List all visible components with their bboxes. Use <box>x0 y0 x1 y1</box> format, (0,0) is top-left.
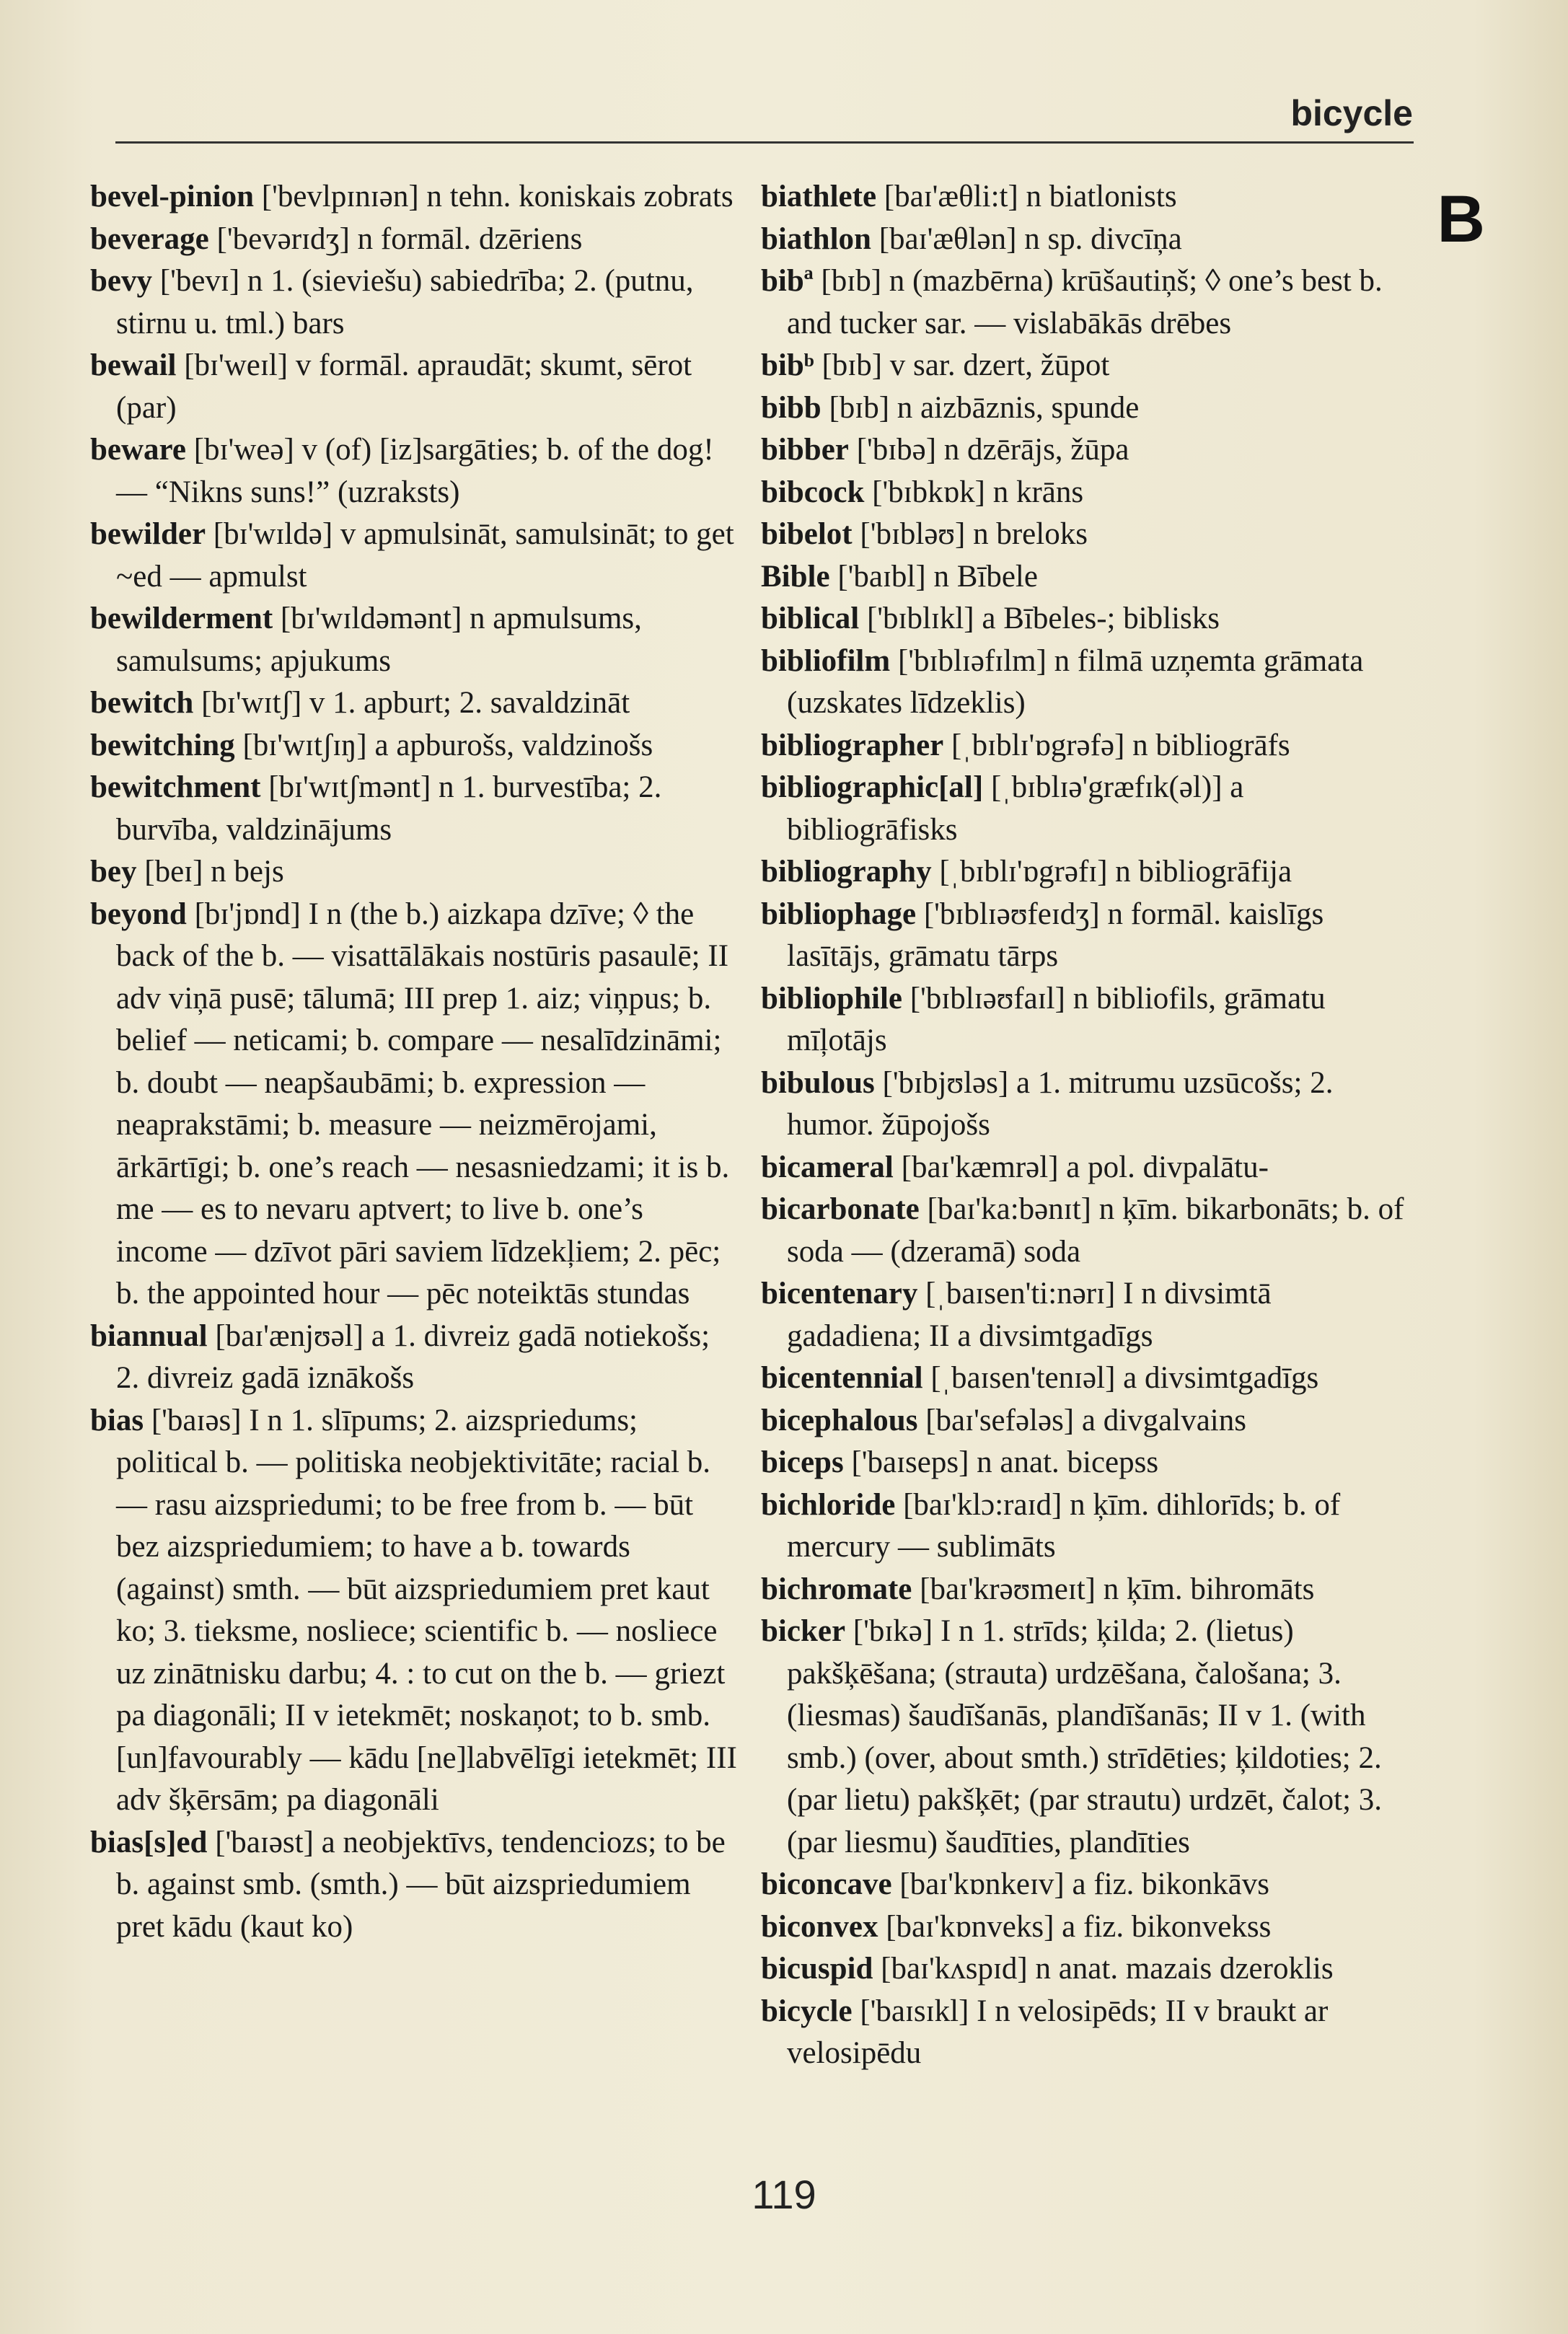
entry-definition: ['bevərɪdʒ] n formāl. dzēriens <box>208 221 583 256</box>
dictionary-entry <box>90 260 739 345</box>
dictionary-entry <box>761 1400 1410 1443</box>
dictionary-entry <box>90 345 739 429</box>
entry-definition: [bɪ'wɪtʃ] v 1. apburt; 2. savaldzināt <box>193 686 630 720</box>
dictionary-entry <box>761 176 1410 219</box>
dictionary-entry <box>761 1991 1410 2075</box>
entry-headword: bevy <box>90 264 152 298</box>
entry-definition: [baɪ'kɒnveks] a fiz. bikonvekss <box>878 1909 1272 1944</box>
entry-headword: bewilder <box>90 517 206 551</box>
dictionary-entry <box>761 472 1410 514</box>
entry-headword: bibcock <box>761 475 865 509</box>
dictionary-entry <box>761 1484 1410 1569</box>
right-column <box>761 176 1410 2075</box>
entry-definition: ['bevɪ] n 1. (sieviešu) sabiedrība; 2. (putnu, stirnu u. tml.) bars <box>116 264 694 340</box>
entry-headword: bewail <box>90 348 177 382</box>
entry-definition: [ˌbɪblɪə'græfɪk(əl)] a bibliogrāfisks <box>787 770 1244 847</box>
dictionary-entry <box>761 1611 1410 1864</box>
entry-headword: bibliographic[al] <box>761 770 984 804</box>
entry-definition: [bɪ'jɒnd] I n (the b.) aizkapa dzīve; ◊ the back of the b. — visattālākais nostūris pasaulē; II adv viņā pusē; tālumā; III prep 1. aiz; viņpus; b. belief — neticami; b. compare — nesalīdzināmi; b. doubt — neapšaubāmi; b. expression — neaprakstāmi; b. measure — neizmērojami, ārkārtīgi; b. one’s reach — nesasniedzami; it is b. me — es to nevaru aptvert; to live b. one’s income — dzīvot pāri saviem līdzekļiem; 2. pēc; b. the appointed hour — pēc noteiktās stundas <box>116 897 730 1311</box>
entry-definition: [bɪb] v sar. dzert, žūpot <box>814 348 1110 382</box>
entry-headword: bey <box>90 855 137 889</box>
entry-definition: ['bevlpɪnɪən] n tehn. koniskais zobrats <box>254 180 734 213</box>
entry-definition: [baɪ'kæmrəl] a pol. divpalātu- <box>893 1150 1269 1184</box>
entry-definition: [baɪ'ka:bənɪt] n ķīm. bikarbonāts; b. of soda — (dzeramā) soda <box>787 1192 1404 1269</box>
entry-definition: ['bɪbə] n dzērājs, žūpa <box>848 433 1129 467</box>
entry-headword: Bible <box>761 559 830 594</box>
entry-headword: bewitchment <box>90 770 261 804</box>
dictionary-entry <box>761 1357 1410 1400</box>
entry-definition: [bɪ'wɪldəmənt] n apmulsums, samulsums; apjukums <box>116 602 642 678</box>
entry-definition: [bɪ'weə] v (of) [iz]sargāties; b. of the dog! — “Nikns suns!” (uzraksts) <box>116 433 714 509</box>
entry-definition: ['bɪblɪəʊfaɪl] n bibliofils, grāmatu mīļotājs <box>787 981 1326 1057</box>
dictionary-entry <box>761 1906 1410 1949</box>
entry-headword: biathlon <box>761 221 871 256</box>
entry-headword: bibulous <box>761 1065 875 1100</box>
dictionary-entry <box>90 894 739 1316</box>
entry-definition: [baɪ'sefələs] a divgalvains <box>917 1403 1246 1437</box>
entry-headword: bicentennial <box>761 1361 923 1395</box>
entry-definition: ['baɪsɪkl] I n velosipēds; II v braukt ar velosipēdu <box>787 1994 1329 2070</box>
dictionary-entry <box>761 851 1410 894</box>
thumb-index-letter: B <box>1437 182 1485 256</box>
entry-definition: [baɪ'ænjʊəl] a 1. divreiz gadā notiekošs; 2. divreiz gadā iznākošs <box>116 1318 710 1395</box>
dictionary-entry <box>761 1147 1410 1189</box>
dictionary-entry <box>761 1273 1410 1357</box>
entry-headword: bias <box>90 1403 144 1437</box>
dictionary-entry <box>90 1822 739 1949</box>
entry-headword: biathlete <box>761 180 877 213</box>
entry-definition: [ˌbɪblɪ'ɒgrəfə] n bibliogrāfs <box>943 728 1290 762</box>
entry-headword: bibber <box>761 433 849 467</box>
entry-headword: bichromate <box>761 1572 912 1606</box>
page-number: 119 <box>752 2172 816 2217</box>
entry-headword: biblical <box>761 602 860 635</box>
entry-definition: ['bɪbjʊləs] a 1. mitrumu uzsūcošs; 2. humor. žūpojošs <box>787 1065 1334 1142</box>
dictionary-entry <box>90 429 739 514</box>
entry-definition: ['bɪblɪkl] a Bībeles-; biblisks <box>859 602 1220 635</box>
entry-definition: [bɪ'wɪtʃɪŋ] a apburošs, valdzinošs <box>234 728 653 762</box>
dictionary-entry <box>761 640 1410 725</box>
entry-definition: [beɪ] n bejs <box>136 855 284 889</box>
guide-word: bicycle <box>1290 93 1413 133</box>
entry-definition: ['bɪkə] I n 1. strīds; ķilda; 2. (lietus) pakšķēšana; (strauta) urdzēšana, čalošana; 3. (liesmas) šaudīšanās, plandīšanās; II v 1. (with smb.) (over, about smth.) strīdēties; ķildoties; 2. (par lietu) pakšķēt; (par strautu) urdzēt, čalot; 3. (par liesmu) šaudīties, plandīties <box>787 1614 1383 1859</box>
entry-headword: bewitch <box>90 686 194 720</box>
dictionary-entry <box>90 1316 739 1400</box>
header-rule <box>115 141 1414 144</box>
entry-headword: bibliofilm <box>761 643 891 678</box>
dictionary-entry <box>761 767 1410 851</box>
entry-headword: bibliographer <box>761 728 944 762</box>
entry-definition: ['baɪbl] n Bībele <box>829 559 1038 594</box>
entry-headword: biceps <box>761 1445 844 1479</box>
entry-headword: bicuspid <box>761 1952 873 1986</box>
dictionary-entry <box>90 851 739 894</box>
entry-headword: bibliography <box>761 855 932 889</box>
dictionary-entry <box>90 219 739 261</box>
dictionary-entry <box>761 1569 1410 1611</box>
entry-headword: bias[s]ed <box>90 1825 208 1859</box>
entry-headword: bicycle <box>761 1994 853 2028</box>
entry-headword: bibᵇ <box>761 348 814 382</box>
left-column <box>90 176 739 1948</box>
dictionary-entry <box>761 345 1410 387</box>
entry-definition: ['bɪbləʊ] n breloks <box>852 517 1088 551</box>
entry-headword: bicameral <box>761 1150 894 1184</box>
entry-headword: bicephalous <box>761 1403 918 1437</box>
entry-headword: bicentenary <box>761 1277 918 1311</box>
entry-headword: bibliophage <box>761 897 917 931</box>
dictionary-entry <box>761 894 1410 978</box>
entry-definition: [ˌbaɪsen'ti:nərɪ] I n divsimtā gadadiena; II a divsimtgadīgs <box>787 1277 1272 1353</box>
entry-headword: bibb <box>761 390 822 425</box>
entry-headword: bevel-pinion <box>90 180 254 213</box>
dictionary-entry <box>90 598 739 682</box>
entry-headword: bewilderment <box>90 602 273 635</box>
dictionary-entry <box>761 429 1410 472</box>
entry-definition: [bɪ'wɪtʃmənt] n 1. burvestība; 2. burvība, valdzinājums <box>116 770 662 847</box>
dictionary-entry <box>90 682 739 725</box>
entry-definition: [baɪ'kʌspɪd] n anat. mazais dzeroklis <box>873 1952 1334 1986</box>
entry-headword: bicker <box>761 1614 846 1648</box>
entry-definition: [bɪb] n (mazbērna) krūšautiņš; ◊ one’s best b. and tucker sar. — vislabākās drēbes <box>787 264 1383 340</box>
entry-headword: bichloride <box>761 1487 896 1522</box>
dictionary-entry <box>761 260 1410 345</box>
dictionary-entry <box>90 1400 739 1822</box>
entry-headword: biconcave <box>761 1867 892 1901</box>
dictionary-entry <box>90 767 739 851</box>
dictionary-entry <box>761 725 1410 767</box>
entry-headword: biannual <box>90 1318 208 1353</box>
entry-definition: [baɪ'krəʊmeɪt] n ķīm. bihromāts <box>912 1572 1315 1606</box>
dictionary-entry <box>761 1062 1410 1147</box>
entry-headword: beware <box>90 433 186 467</box>
dictionary-entry <box>761 1864 1410 1906</box>
dictionary-entry <box>761 978 1410 1062</box>
entry-definition: ['bɪblɪəʊfeɪdʒ] n formāl. kaislīgs lasītājs, grāmatu tārps <box>787 897 1324 973</box>
entry-definition: [baɪ'kɒnkeɪv] a fiz. bikonkāvs <box>891 1867 1269 1901</box>
entry-definition: [baɪ'æθlən] n sp. divcīņa <box>871 221 1182 256</box>
entry-definition: [baɪ'æθli:t] n biatlonists <box>876 180 1177 213</box>
entry-definition: ['bɪblɪəfɪlm] n filmā uzņemta grāmata (uzskates līdzeklis) <box>787 643 1364 720</box>
entry-headword: bibelot <box>761 517 853 551</box>
dictionary-entry <box>761 514 1410 556</box>
entry-definition: ['baɪəs] I n 1. slīpums; 2. aizspriedums; political b. — politiska neobjektivitāte; racial b. — rasu aizspriedumi; to be free from b. — būt bez aizspriedumiem; to have a b. towards (against) smth. — būt aizspriedumiem pret kaut ko; 3. tieksme, nosliece; scientific b. — nosliece uz zinātnisku darbu; 4. : to cut on the b. — griezt pa diagonāli; II v ietekmēt; noskaņot; to b. smb. [un]favourably — kādu [ne]labvēlīgi ietekmēt; III adv šķērsām; pa diagonāli <box>116 1403 737 1817</box>
entry-definition: [baɪ'klɔ:raɪd] n ķīm. dihlorīds; b. of mercury — sublimāts <box>787 1487 1341 1564</box>
dictionary-entry <box>761 556 1410 599</box>
dictionary-entry <box>761 1948 1410 1991</box>
entry-headword: biconvex <box>761 1909 878 1944</box>
dictionary-entry <box>90 514 739 598</box>
entry-definition: [bɪ'wɪldə] v apmulsināt, samulsināt; to get ~ed — apmulst <box>116 517 734 594</box>
entry-headword: bibliophile <box>761 981 902 1016</box>
dictionary-entry <box>761 1189 1410 1273</box>
entry-definition: ['baɪəst] a neobjektīvs, tendenciozs; to be b. against smb. (smth.) — būt aizspriedumiem pret kādu (kaut ko) <box>116 1825 726 1944</box>
entry-definition: [ˌbaɪsen'tenɪəl] a divsimtgadīgs <box>922 1361 1319 1395</box>
entry-definition: ['baɪseps] n anat. bicepss <box>843 1445 1159 1479</box>
dictionary-entry <box>90 725 739 767</box>
dictionary-entry <box>761 387 1410 430</box>
entry-definition: ['bɪbkɒk] n krāns <box>864 475 1084 509</box>
entry-headword: beverage <box>90 221 209 256</box>
entry-definition: [ˌbɪblɪ'ɒgrəfɪ] n bibliogrāfija <box>931 855 1292 889</box>
dictionary-entry <box>761 1442 1410 1484</box>
entry-headword: bibª <box>761 264 814 298</box>
entry-headword: bicarbonate <box>761 1192 920 1226</box>
dictionary-entry <box>761 598 1410 640</box>
entry-definition: [bɪ'weɪl] v formāl. apraudāt; skumt, sērot (par) <box>116 348 692 425</box>
entry-headword: beyond <box>90 897 187 931</box>
dictionary-entry <box>761 219 1410 261</box>
entry-definition: [bɪb] n aizbāznis, spunde <box>821 390 1140 425</box>
entry-headword: bewitching <box>90 728 235 762</box>
dictionary-entry <box>90 176 739 219</box>
